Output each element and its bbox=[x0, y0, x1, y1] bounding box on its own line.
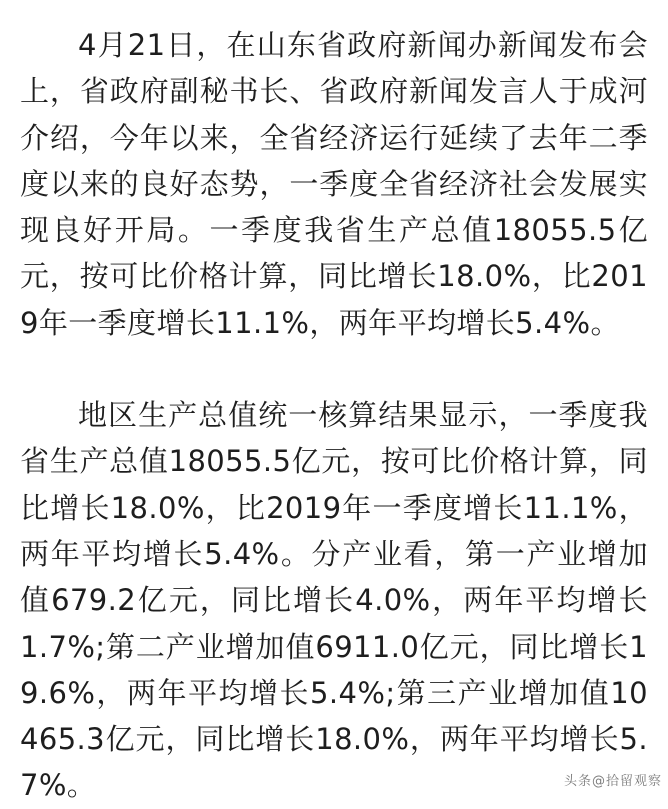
watermark-credit: 头条@拾留观察 bbox=[563, 774, 662, 789]
paragraph-gdp-details: 地区生产总值统一核算结果显示，一季度我省生产总值18055.5亿元，按可比价格计算，同比增长18.0%，比2019年一季度增长11.1%，两年平均增长5.4%。分产业看，第一产业增加值679.2亿元，同比增长4.0%，两年平均增长1.7%;第二产业增加值6911.0亿元，同比增长19.6%，两年平均增长5.4%;第三产业增加值10465.3亿元，同比增长18.0%，两年平均增长5.7%。 bbox=[20, 398, 648, 803]
paragraph-intro: 4月21日，在山东省政府新闻办新闻发布会上，省政府副秘书长、省政府新闻发言人于成河介绍，今年以来，全省经济运行延续了去年二季度以来的良好态势，一季度全省经济社会发展实现良好开局。一季度我省生产总值18055.5亿元，按可比价格计算，同比增长18.0%，比2019年一季度增长11.1%，两年平均增长5.4%。 bbox=[20, 28, 648, 340]
article-body bbox=[20, 22, 648, 809]
